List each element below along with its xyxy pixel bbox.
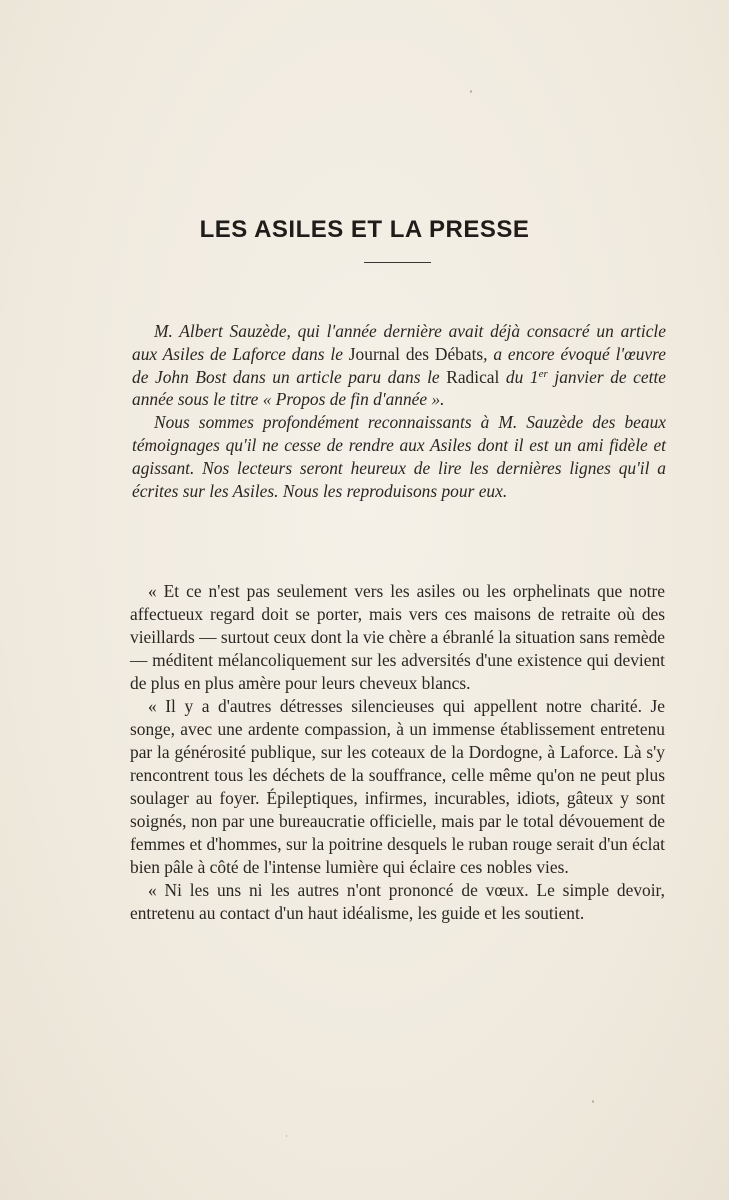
intro-text-c: du 1	[499, 366, 539, 387]
body-paragraph-1: « Et ce n'est pas seulement vers les asiles ou les orphelinats que notre affectueux regard doit se porter, mais vers ces maisons de retraite où des vieillards — surtout ceux dont la vie chère a ébranlé la situation sans remède — méditent mélancoliquement sur les adversités d'une existence qui devient de plus en plus amère pour leurs cheveux blancs.	[130, 581, 665, 693]
intro-paragraph-1	[132, 320, 666, 411]
radical-title: Radical	[446, 366, 500, 387]
journal-title: Journal des Débats	[348, 343, 484, 364]
intro-text-a: M. Albert Sauzède, qui l'année dernière avait déjà consacré un article aux Asiles de Laforce dans le	[132, 321, 666, 364]
intro-text-b: , a encore évoqué l'œuvre de John Bost dans un article paru dans le	[132, 343, 666, 387]
title-divider	[364, 262, 431, 263]
ordinal-superscript: er	[538, 367, 548, 380]
paper-speck	[592, 1100, 594, 1103]
intro-paragraph-2: Nous sommes profondément reconnaissants à M. Sauzède des beaux témoignages qu'il ne cesse de rendre aux Asiles dont il est un ami fidèle et agissant. Nos lecteurs seront heureux de lire les dernières lignes qu'il a écrites sur les Asiles. Nous les reproduisons pour eux.	[132, 412, 666, 501]
intro-text-d: janvier de cette année sous le titre « Propos de fin d'année ».	[132, 366, 667, 410]
quoted-article	[130, 580, 665, 925]
intro-section	[132, 320, 666, 502]
body-paragraph-2: « Il y a d'autres détresses silencieuses qui appellent notre charité. Je songe, avec une ardente compassion, à un immense établissement entretenu par la générosité publique, sur les coteaux de la Dordogne, à Laforce. Là s'y rencontrent tous les déchets de la souffrance, celle même qu'on ne peut plus soulager au foyer. Épileptiques, infirmes, incurables, idiots, gâteux y sont soignés, non par une bureaucratie officielle, mais par le total dévouement de femmes et d'hommes, sur la poitrine desquels le ruban rouge serait d'un éclat bien pâle à côté de l'intense lumière qui éclaire ces nobles vies.	[130, 696, 665, 877]
body-paragraph-3: « Ni les uns ni les autres n'ont prononcé de vœux. Le simple devoir, entretenu au contact d'un haut idéalisme, les guide et les soutient.	[130, 880, 665, 923]
page-title: LES ASILES ET LA PRESSE	[199, 216, 530, 244]
paper-speck	[286, 1135, 287, 1137]
paper-speck	[470, 90, 472, 93]
